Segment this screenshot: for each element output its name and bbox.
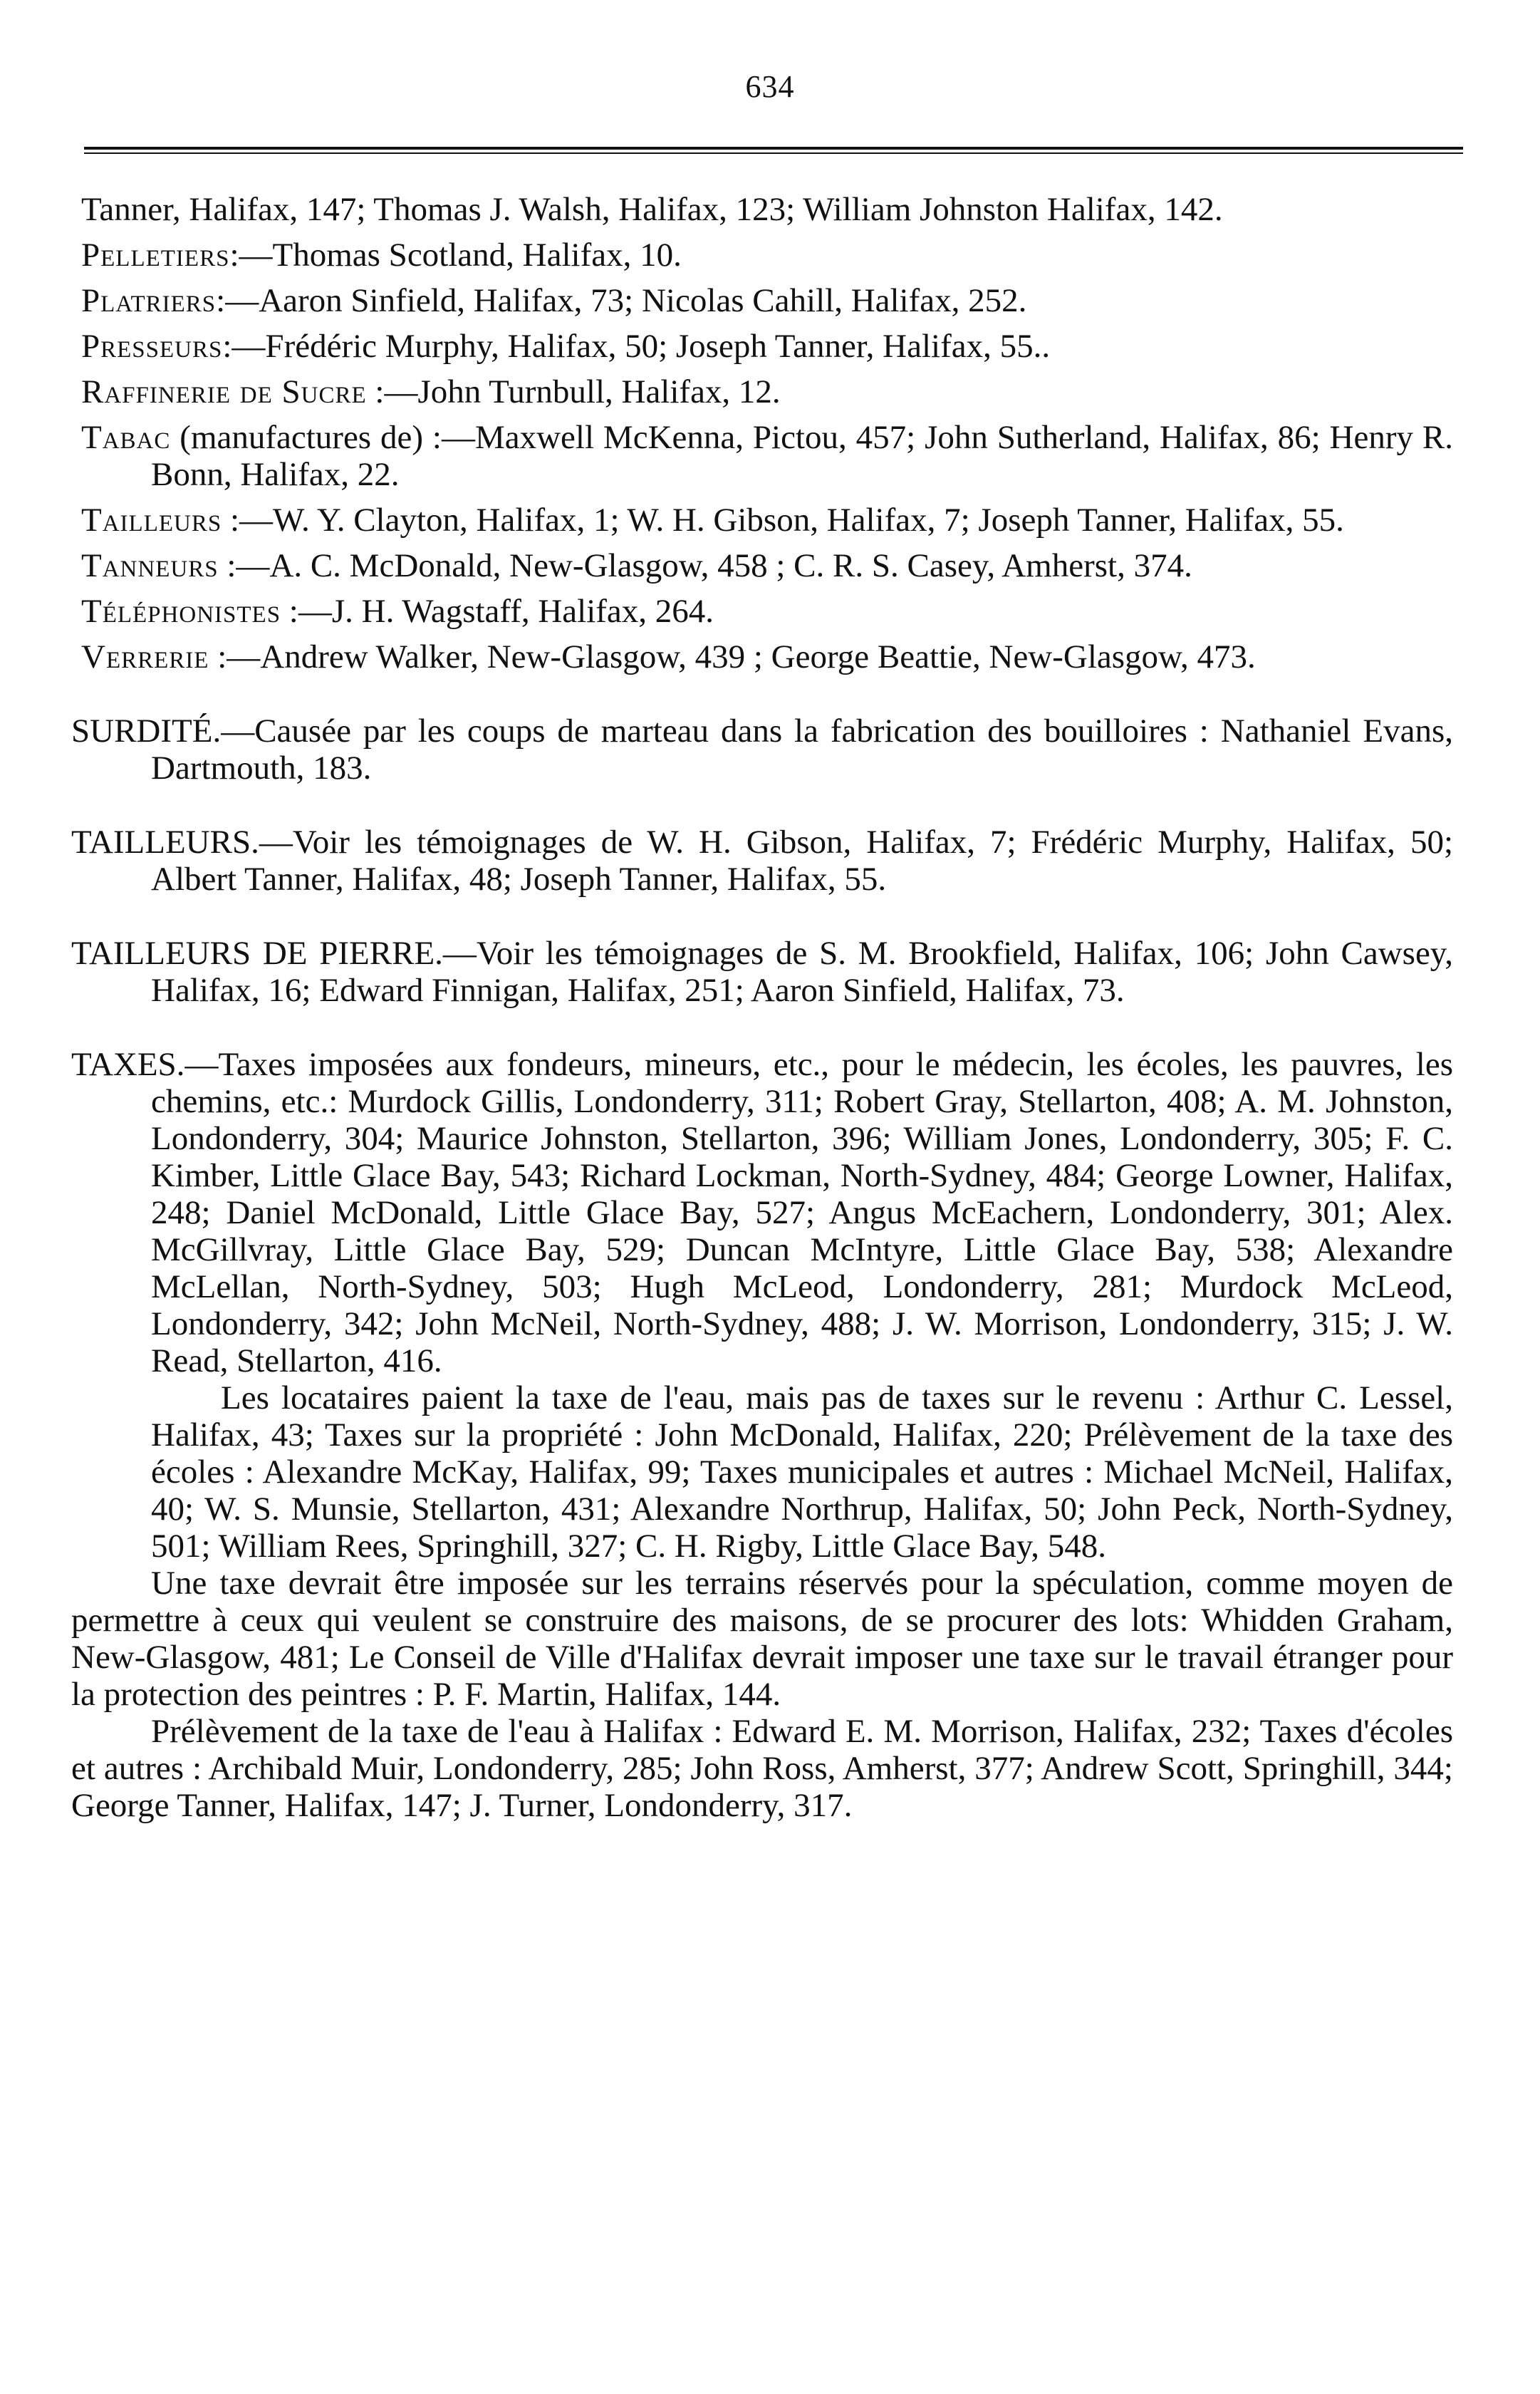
trade-text: :—Andrew Walker, New-Glasgow, 439 ; George Beattie, New-Glasgow, 473. bbox=[217, 638, 1256, 675]
trade-label: Raffinerie de Sucre bbox=[81, 373, 367, 410]
taxes-paragraph-prelevement bbox=[71, 1713, 1453, 1824]
trade-entry-telephonistes bbox=[71, 593, 1453, 630]
entry-text: —Voir les témoignages de W. H. Gibson, Halifax, 7; Frédéric Murphy, Halifax, 50; Albert Tanner, Halifax, 48; Joseph Tanner, Halifax, 55. bbox=[151, 824, 1453, 898]
entry-taxes bbox=[71, 1046, 1453, 1379]
trade-entry-tailleurs bbox=[71, 502, 1453, 539]
paragraph-text: Les locataires paient la taxe de l'eau, mais pas de taxes sur le revenu : Arthur C. Lessel, Halifax, 43; Taxes sur la propriété : John McDonald, Halifax, 220; Prélèvement de la taxe des écoles : Alexandre McKay, Halifax, 99; Taxes municipales et autres : Michael McNeil, Halifax, 40; W. S. Munsie, Stellarton, 431; Alexandre Northrup, Halifax, 50; John Peck, North-Sydney, 501; William Rees, Springhill, 327; C. H. Rigby, Little Glace Bay, 548. bbox=[151, 1379, 1453, 1565]
trade-entry-raffinerie bbox=[71, 373, 1453, 410]
trade-entry-pelletiers bbox=[71, 237, 1453, 274]
trade-label: Téléphonistes bbox=[81, 593, 281, 630]
trade-text: :—Thomas Scotland, Halifax, 10. bbox=[229, 237, 682, 274]
entry-surdite bbox=[71, 712, 1453, 787]
taxes-paragraph-speculation bbox=[71, 1565, 1453, 1713]
entry-heading: TAXES. bbox=[71, 1046, 185, 1083]
entry-text: —Voir les témoignages de S. M. Brookfield, Halifax, 106; John Cawsey, Halifax, 16; Edward Finnigan, Halifax, 251; Aaron Sinfield, Halifax, 73. bbox=[151, 935, 1453, 1009]
trade-text: :—W. Y. Clayton, Halifax, 1; W. H. Gibson, Halifax, 7; Joseph Tanner, Halifax, 55. bbox=[229, 502, 1344, 539]
entry-heading: SURDITÉ. bbox=[71, 712, 222, 750]
trade-label: Presseurs bbox=[81, 328, 223, 365]
trade-label: Tanneurs bbox=[81, 547, 219, 584]
page-body bbox=[71, 191, 1453, 1824]
trade-label: Tabac bbox=[81, 419, 171, 456]
entry-text: —Causée par les coups de marteau dans la fabrication des bouilloires : Nathaniel Evans, Dartmouth, 183. bbox=[151, 712, 1453, 787]
entry-heading: TAILLEURS DE PIERRE. bbox=[71, 935, 443, 972]
taxes-paragraph-locataires bbox=[71, 1379, 1453, 1565]
trade-entry-tabac bbox=[71, 419, 1453, 493]
trade-entry-platriers bbox=[71, 282, 1453, 319]
header-rule-thick bbox=[84, 147, 1463, 150]
trade-text: :—J. H. Wagstaff, Halifax, 264. bbox=[288, 593, 714, 630]
trade-entry-verrerie bbox=[71, 638, 1453, 675]
trade-text: :—A. C. McDonald, New-Glasgow, 458 ; C. R. S. Casey, Amherst, 374. bbox=[227, 547, 1192, 584]
trade-label: Platriers bbox=[81, 282, 217, 319]
trade-text: (manufactures de) :—Maxwell McKenna, Pictou, 457; John Sutherland, Halifax, 86; Henry R. Bonn, Halifax, 22. bbox=[151, 419, 1453, 493]
entry-heading: TAILLEURS. bbox=[71, 824, 259, 861]
trade-text: :—John Turnbull, Halifax, 12. bbox=[375, 373, 781, 410]
trade-label: Tailleurs bbox=[81, 502, 222, 539]
continuation-text: Tanner, Halifax, 147; Thomas J. Walsh, Halifax, 123; William Johnston Halifax, 142. bbox=[81, 191, 1223, 228]
page-number: 634 bbox=[745, 69, 795, 104]
trade-label: Verrerie bbox=[81, 638, 209, 675]
entry-tailleurs bbox=[71, 824, 1453, 898]
trade-entry-presseurs bbox=[71, 328, 1453, 365]
trade-label: Pelletiers bbox=[81, 237, 230, 274]
paragraph-text: Une taxe devrait être imposée sur les terrains réservés pour la spéculation, comme moyen de permettre à ceux qui veulent se construire des maisons, de se procurer des lots: Whidden Graham, New-Glasgow, 481; Le Conseil de Ville d'Halifax devrait imposer une taxe sur le travail étranger pour la protection des peintres : P. F. Martin, Halifax, 144. bbox=[71, 1565, 1453, 1713]
entry-text: —Taxes imposées aux fondeurs, mineurs, etc., pour le médecin, les écoles, les pauvres, les chemins, etc.: Murdock Gillis, Londonderry, 311; Robert Gray, Stellarton, 408; A. M. Johnston, Londonderry, 304; Maurice Johnston, Stellarton, 396; William Jones, Londonderry, 305; F. C. Kimber, Little Glace Bay, 543; Richard Lockman, North-Sydney, 484; George Lowner, Halifax, 248; Daniel McDonald, Little Glace Bay, 527; Angus McEachern, Londonderry, 301; Alex. McGillvray, Little Glace Bay, 529; Duncan McIntyre, Little Glace Bay, 538; Alexandre McLellan, North-Sydney, 503; Hugh McLeod, Londonderry, 281; Murdock McLeod, Londonderry, 342; John McNeil, North-Sydney, 488; J. W. Morrison, Londonderry, 315; J. W. Read, Stellarton, 416. bbox=[151, 1046, 1453, 1379]
trade-text: :—Frédéric Murphy, Halifax, 50; Joseph Tanner, Halifax, 55.. bbox=[222, 328, 1051, 365]
trade-entry-tanneurs bbox=[71, 547, 1453, 584]
header-rule-thin bbox=[84, 152, 1463, 154]
trade-text: :—Aaron Sinfield, Halifax, 73; Nicolas Cahill, Halifax, 252. bbox=[216, 282, 1027, 319]
continuation-paragraph bbox=[71, 191, 1453, 228]
paragraph-text: Prélèvement de la taxe de l'eau à Halifax : Edward E. M. Morrison, Halifax, 232; Taxes d'écoles et autres : Archibald Muir, Londonderry, 285; John Ross, Amherst, 377; Andrew Scott, Springhill, 344; George Tanner, Halifax, 147; J. Turner, Londonderry, 317. bbox=[71, 1713, 1453, 1824]
entry-tailleurs-de-pierre bbox=[71, 935, 1453, 1009]
